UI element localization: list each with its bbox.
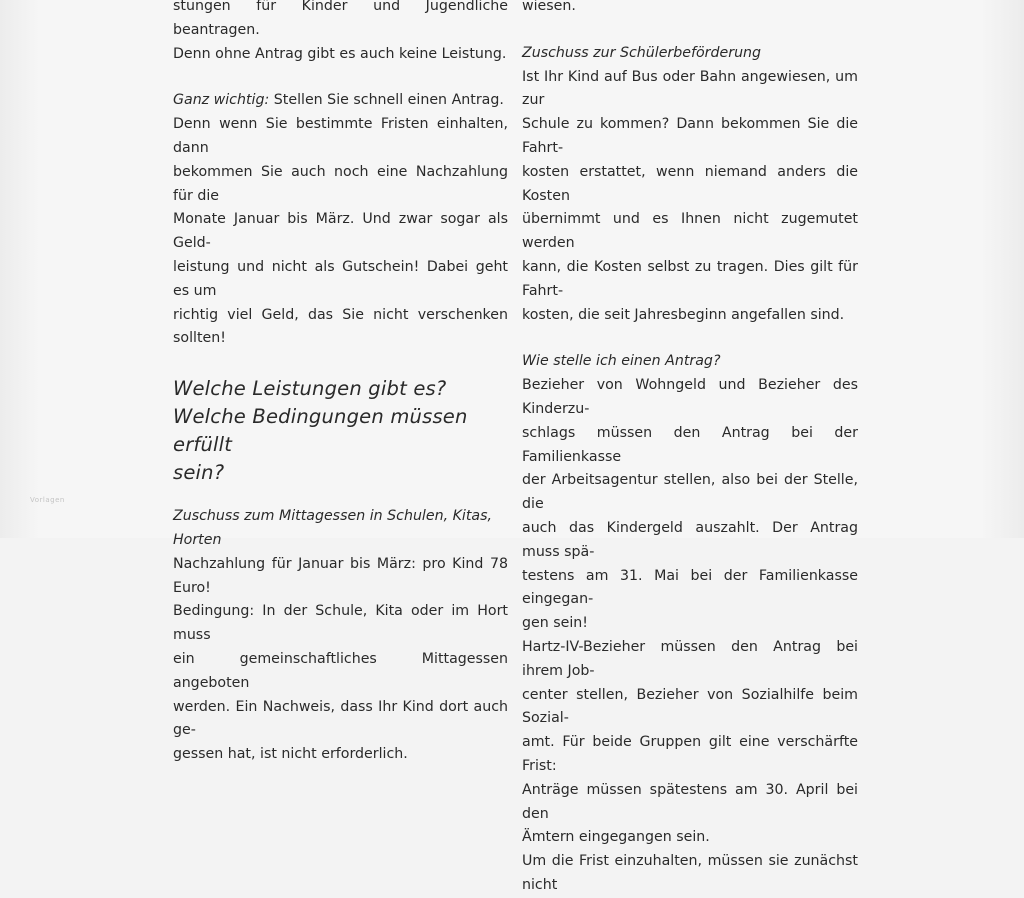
intro-paragraph xyxy=(173,0,508,66)
text-line: Bezieher von Wohngeld und Bezieher des Kinderzu- xyxy=(522,377,858,417)
text-line: stungen für Kinder und Jugendliche beantragen. xyxy=(173,0,508,38)
text-line: auch das Kindergeld auszahlt. Der Antrag muss spä- xyxy=(522,519,858,560)
apply-heading: Wie stelle ich einen Antrag? xyxy=(522,353,721,370)
transport-heading: Zuschuss zur Schülerbeförderung xyxy=(522,44,762,61)
text-line: bekommen Sie auch noch eine Nachzahlung für die xyxy=(173,163,508,204)
text-line: Monate Januar bis März. Und zwar sogar als Geld- xyxy=(173,211,508,252)
text-line: Ist Ihr Kind auf Bus oder Bahn angewiesen, um zur xyxy=(522,68,858,109)
text-line: übernimmt und es Ihnen nicht zugemutet werden xyxy=(522,211,858,252)
text-line: Ämtern eingegangen sein. xyxy=(522,829,710,846)
continuation-line xyxy=(522,0,858,19)
text-line: leistung und nicht als Gutschein! Dabei geht es um xyxy=(173,258,508,299)
text-line: Um die Frist einzuhalten, müssen sie zunächst nicht xyxy=(522,853,858,893)
text-line: testens am 31. Mai bei der Familienkasse eingegan- xyxy=(522,567,858,608)
apply-paragraph xyxy=(522,374,858,898)
heading-line: Welche Bedingungen müssen erfüllt xyxy=(173,405,468,457)
text-line: der Arbeitsagentur stellen, also bei der Stelle, die xyxy=(522,472,858,513)
text-line: kosten erstattet, wenn niemand anders die Kosten xyxy=(522,163,858,204)
heading-line: sein? xyxy=(173,461,225,485)
lunch-heading xyxy=(173,505,508,553)
text-line: werden. Ein Nachweis, dass Ihr Kind dort auch ge- xyxy=(173,698,508,739)
watermark: Vorlagen xyxy=(30,496,65,504)
transport-paragraph xyxy=(522,66,858,328)
text-line xyxy=(173,89,508,113)
lunch-paragraph xyxy=(173,553,508,767)
text-line: kann, die Kosten selbst zu tragen. Dies gilt für Fahrt- xyxy=(522,258,858,299)
text-line: Anträge müssen spätestens am 30. April bei den xyxy=(522,781,858,822)
important-paragraph xyxy=(173,89,508,351)
text-line: amt. Für beide Gruppen gilt eine verschärfte Frist: xyxy=(522,734,858,774)
text-line: kosten, die seit Jahresbeginn angefallen sind. xyxy=(522,306,845,323)
text-line: schlags müssen den Antrag bei der Familienkasse xyxy=(522,424,858,465)
text-line: Bedingung: In der Schule, Kita oder im Hort muss xyxy=(173,603,508,644)
text-line: center stellen, Bezieher von Sozialhilfe beim Sozial- xyxy=(522,686,858,727)
text-line: gen sein! xyxy=(522,615,588,632)
important-label: Ganz wichtig: xyxy=(173,92,270,109)
text-line: Denn wenn Sie bestimmte Fristen einhalten, dann xyxy=(173,116,508,156)
text-line: wiesen. xyxy=(522,0,576,14)
text-line: richtig viel Geld, das Sie nicht verschenken sollten! xyxy=(173,306,508,347)
heading-line: Horten xyxy=(173,531,222,548)
text-line: Schule zu kommen? Dann bekommen Sie die Fahrt- xyxy=(522,116,858,156)
heading-line: Zuschuss zum Mittagessen in Schulen, Kitas, xyxy=(173,508,493,525)
text-line: gessen hat, ist nicht erforderlich. xyxy=(173,746,408,763)
left-column xyxy=(173,0,508,767)
text-line: Hartz-IV-Bezieher müssen den Antrag bei ihrem Job- xyxy=(522,638,858,679)
right-column xyxy=(522,0,858,898)
important-first: Stellen Sie schnell einen Antrag. xyxy=(269,92,504,109)
text-line: Nachzahlung für Januar bis März: pro Kind 78 Euro! xyxy=(173,555,508,596)
section-question-heading xyxy=(173,375,508,487)
text-line: ein gemeinschaftliches Mittagessen angeboten xyxy=(173,650,508,691)
text-line: Denn ohne Antrag gibt es auch keine Leistung. xyxy=(173,45,507,62)
heading-line: Welche Leistungen gibt es? xyxy=(173,377,447,401)
